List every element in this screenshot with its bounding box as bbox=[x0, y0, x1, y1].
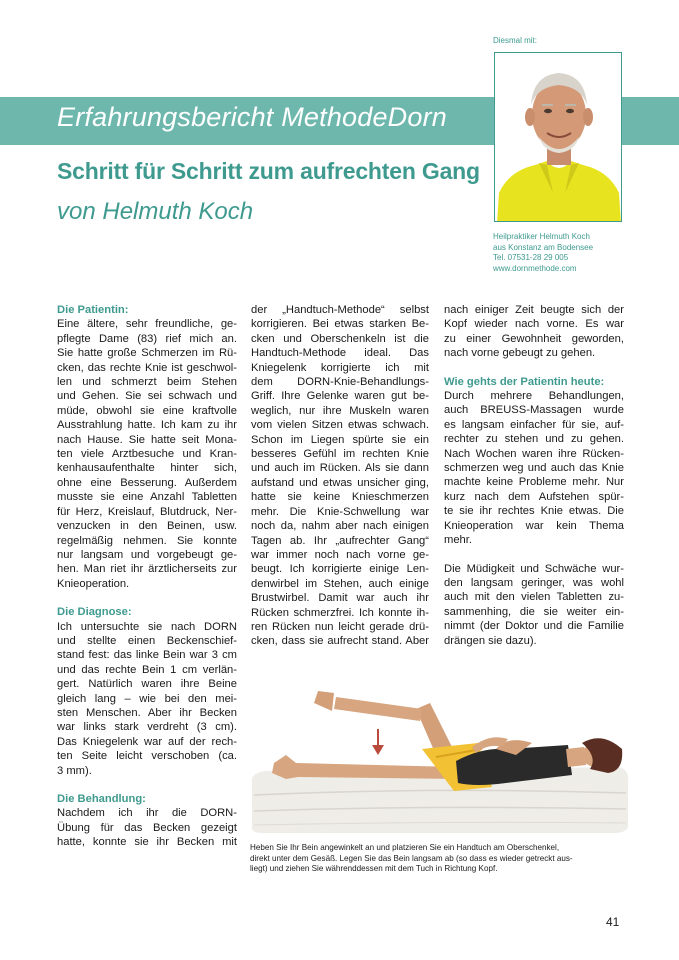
section-heading-behandlung: Die Behandlung: bbox=[57, 793, 146, 805]
band-title: Erfahrungsbericht MethodeDorn bbox=[57, 102, 448, 132]
byline: von Helmuth Koch bbox=[57, 198, 254, 225]
caption-name: Heilpraktiker Helmuth Koch bbox=[493, 232, 590, 241]
headline: Schritt für Schritt zum aufrechten Gang bbox=[57, 158, 480, 184]
paragraph-behandlung-continued: der „Handtuch-Methode“ selbst korrigieren. Bei etwas starken Be- cken und Oberschenkeln ist die Handtuch-Methode ideal. Das Kniegelenk korrigierte ich mit dem DORN-Knie-Behandlungs- Griff. Ihre Gelenke waren gut be- weglich, nur ihre Muskeln waren vom vielen Sitzen etwas schwach. Schon im Liegen spürte sie ein besseres Gefühl im rechten Knie und auch im Rücken. Als sie dann aufstand und etwas unsicher ging, hatte sie keine Knieschmerzen mehr. Die Knie-Schwellung war noch da, nahm aber nach einigen Tagen ab. Ihr „aufrechter Gang“ war immer noch nach vorne ge- beugt. Ich korrigierte einige Len- denwirbel im Stehen, auch einige Brustwirbel. Damit war auch ihr Rücken schmerzfrei. Ich konnte ih- ren Rücken nun leicht gerade drü- cken, dass sie aufrecht stand. Aber bbox=[251, 304, 429, 648]
article-column-1 bbox=[57, 303, 237, 850]
photo-caption-line: Heben Sie Ihr Bein angewinkelt an und platzieren Sie ein Handtuch am Oberschenkel, bbox=[250, 843, 560, 852]
page-number: 41 bbox=[606, 915, 620, 929]
paragraph-diagnose: Ich untersuchte sie nach DORN und stellte einen Beckenschief- stand fest: das linke Bein war 3 cm und das rechte Bein 1 cm verlän- gert. Natürlich waren ihre Beine gleich lang – wie bei den mei- sten Menschen. Aber ihr Becken war links stark verdreht (3 cm). Das Kniegelenk war auf der rech- ten Seite leicht verschoben (ca. 3 mm). bbox=[57, 620, 237, 777]
section-heading-heute: Wie gehts der Patientin heute: bbox=[444, 375, 605, 388]
paragraph-behandlung: Nachdem ich ihr die DORN- Übung für das Becken gezeigt hatte, konnte sie ihr Becken mit bbox=[57, 807, 237, 849]
caption-phone: Tel. 07531-28 29 005 bbox=[493, 253, 569, 262]
section-heading-diagnose: Die Diagnose: bbox=[57, 606, 132, 619]
article-column-2 bbox=[251, 303, 429, 649]
author-portrait bbox=[494, 52, 622, 222]
photo-caption bbox=[250, 843, 630, 875]
paragraph-patientin: Eine ältere, sehr freundliche, ge- pflegte Dame (83) rief mich an. Sie hatte große Schmerzen im Rü- cken, das rechte Knie ist geschwol- len und schmerzt beim Stehen und Gehen. Sie sei schwach und müde, obwohl sie eine kraftvolle Ausstrahlung hatte. Ich kam zu ihr nach Hause. Sie hatte seit Mona- ten viele Arztbesuche und Kran- kenhausaufenthalte hinter sich, ohne eine Besserung. Außerdem musste sie eine Anzahl Tabletten für Herz, Kreislauf, Blutdruck, Ner- venzucken in den Beinen, usw. regelmäßig nehmen. Sie konnte nur langsam und vorgebeugt ge- hen. Man riet ihr ärztlicherseits zur Knieoperation. bbox=[57, 318, 237, 590]
caption-website: www.dornmethode.com bbox=[493, 263, 577, 273]
photo-caption-line: liegt) und ziehen Sie währenddessen mit dem Tuch in Richtung Kopf. bbox=[250, 864, 498, 874]
sidebar-label: Diesmal mit: bbox=[493, 36, 538, 45]
paragraph-behandlung-end: nach einiger Zeit beugte sich der Kopf wieder nach vorne. Es war zu einer Gewohnheit geworden, nach vorne gebeugt zu gehen. bbox=[444, 304, 624, 360]
exercise-photo bbox=[246, 687, 631, 835]
author-caption bbox=[493, 232, 593, 274]
portrait-illustration bbox=[495, 53, 622, 222]
paragraph-heute: Durch mehrere Behandlungen, auch BREUSS-Massagen wurde es langsam einfacher für sie, auf- rechter zu stehen und zu gehen. Nach Wochen waren ihre Rücken- schmerzen weg und auch das Knie machte keine Probleme mehr. Nur kurz nach dem Aufstehen spür- te sie ihr rechtes Knie etwas. Die Knieoperation war kein Thema mehr. bbox=[444, 390, 624, 547]
paragraph-muedigkeit: Die Müdigkeit und Schwäche wur- den langsam geringer, was wohl auch mit den vielen Tabletten zu- sammenhing, die sie weiter ein- nimmt (der Doktor und die Familie drängen sie dazu). bbox=[444, 562, 624, 647]
article-column-3 bbox=[444, 303, 624, 648]
exercise-illustration bbox=[246, 687, 631, 835]
photo-caption-line: direkt unter dem Gesäß. Legen Sie das Bein langsam ab (so dass es wieder getreckt aus- bbox=[250, 853, 573, 863]
section-heading-patientin: Die Patientin: bbox=[57, 304, 129, 316]
caption-location: aus Konstanz am Bodensee bbox=[493, 242, 594, 252]
